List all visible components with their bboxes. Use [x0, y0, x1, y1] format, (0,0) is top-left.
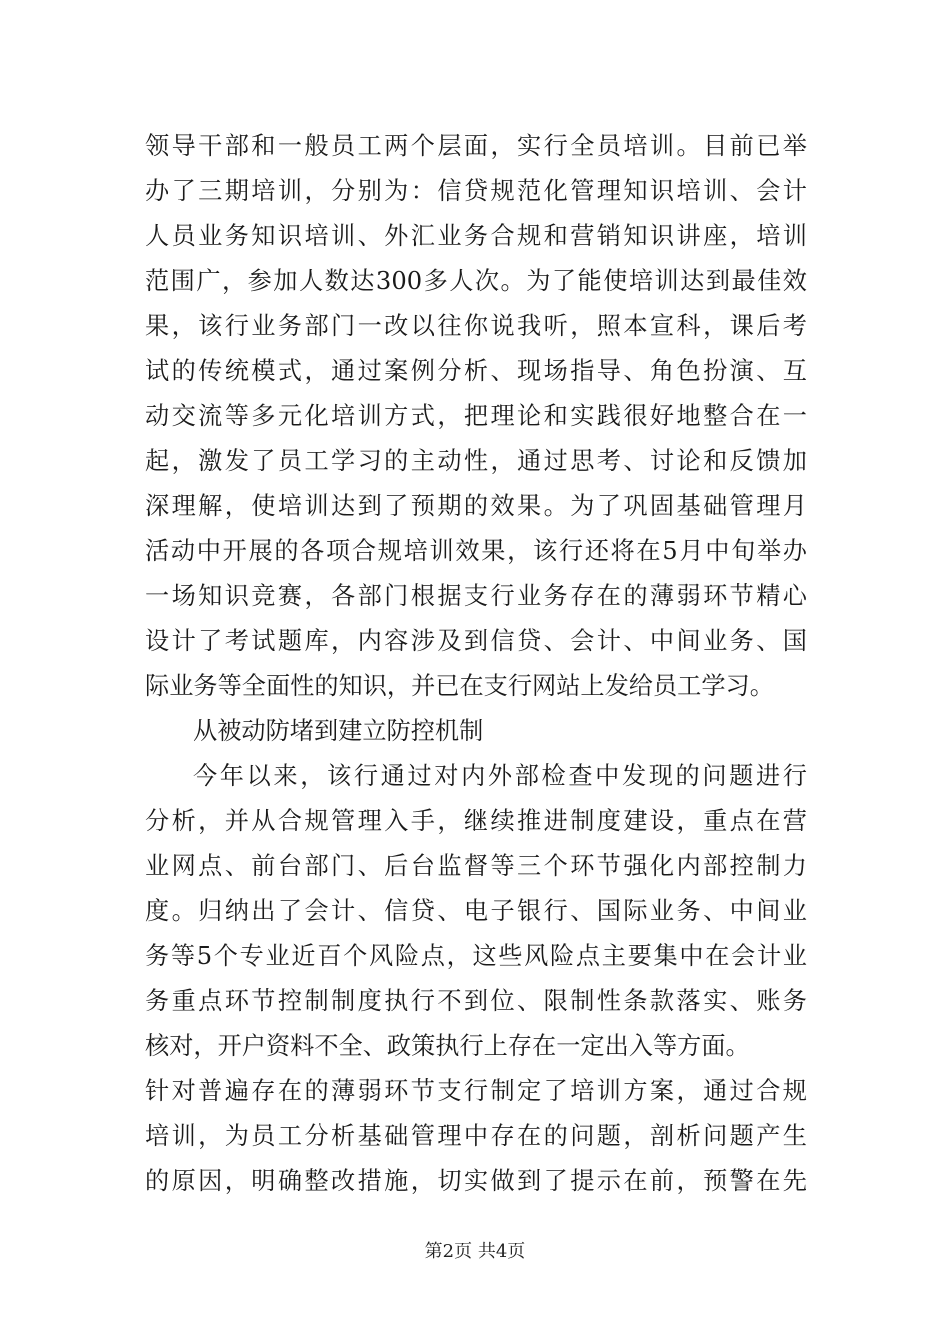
document-body	[145, 124, 807, 1204]
text-line: 设计了考试题库，内容涉及到信贷、会计、中间业务、国	[145, 627, 807, 655]
text-line: 际业务等全面性的知识，并已在支行网站上发给员工学习。	[145, 672, 774, 700]
page-footer: 第2页 共4页	[424, 1241, 526, 1262]
text-line: 活动中开展的各项合规培训效果，该行还将在5月中旬举办	[145, 537, 807, 565]
text-line: 务重点环节控制制度执行不到位、限制性条款落实、账务	[145, 987, 807, 1015]
text-line: 深理解，使培训达到了预期的效果。为了巩固基础管理月	[145, 492, 807, 520]
text-line: 动交流等多元化培训方式，把理论和实践很好地整合在一	[145, 402, 807, 430]
text-line: 度。归纳出了会计、信贷、电子银行、国际业务、中间业	[145, 897, 807, 925]
text-line: 领导干部和一般员工两个层面，实行全员培训。目前已举	[145, 132, 807, 160]
text-line: 针对普遍存在的薄弱环节支行制定了培训方案，通过合规	[145, 1077, 807, 1105]
text-line: 办了三期培训，分别为：信贷规范化管理知识培训、会计	[145, 177, 807, 205]
text-line: 人员业务知识培训、外汇业务合规和营销知识讲座，培训	[145, 222, 807, 250]
text-line: 分析，并从合规管理入手，继续推进制度建设，重点在营	[145, 807, 807, 835]
text-line: 业网点、前台部门、后台监督等三个环节强化内部控制力	[145, 852, 807, 880]
section-heading: 从被动防堵到建立防控机制	[193, 717, 484, 745]
text-line: 一场知识竞赛，各部门根据支行业务存在的薄弱环节精心	[145, 582, 807, 610]
text-line: 的原因，明确整改措施，切实做到了提示在前，预警在先	[145, 1167, 807, 1195]
text-line: 务等5个专业近百个风险点，这些风险点主要集中在会计业	[145, 942, 807, 970]
text-line: 试的传统模式，通过案例分析、现场指导、角色扮演、互	[145, 357, 807, 385]
text-line: 果，该行业务部门一改以往你说我听，照本宣科，课后考	[145, 312, 807, 340]
text-line: 范围广，参加人数达300多人次。为了能使培训达到最佳效	[145, 267, 807, 295]
text-line: 起，激发了员工学习的主动性，通过思考、讨论和反馈加	[145, 447, 807, 475]
text-line: 培训，为员工分析基础管理中存在的问题，剖析问题产生	[145, 1122, 807, 1150]
text-line: 今年以来，该行通过对内外部检查中发现的问题进行	[193, 762, 807, 790]
text-line: 核对，开户资料不全、政策执行上存在一定出入等方面。	[145, 1032, 750, 1060]
